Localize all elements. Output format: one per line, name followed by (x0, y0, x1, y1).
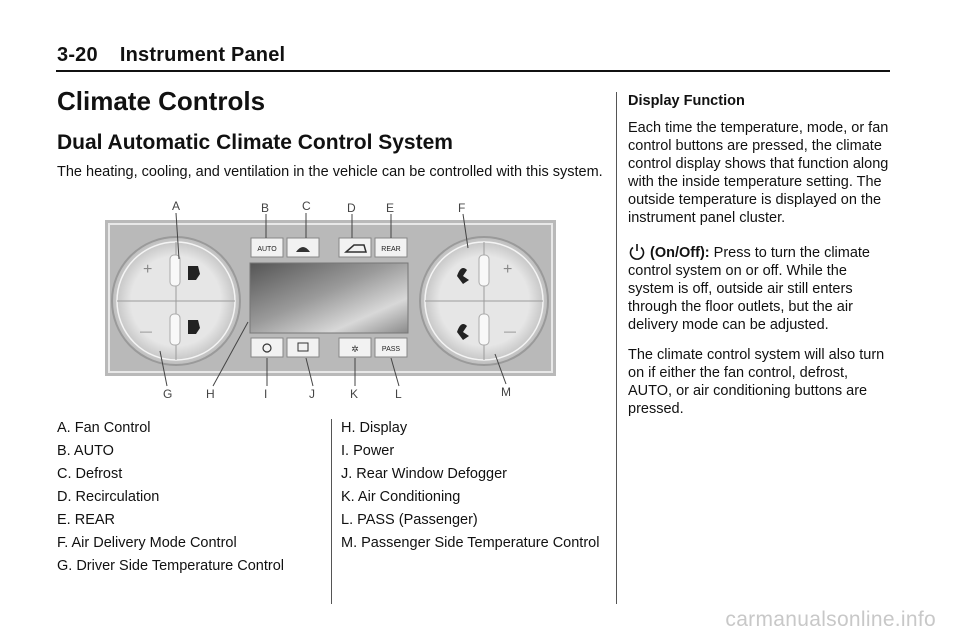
power-icon (628, 243, 646, 261)
driver-knob (112, 237, 240, 365)
header-rule (56, 70, 890, 72)
passenger-minus-mark: — (504, 324, 516, 338)
legend-item-i: I. Power (341, 443, 395, 459)
passenger-plus-mark: + (503, 261, 513, 278)
driver-temp-slot-top (170, 255, 180, 286)
passenger-temp-slot-bottom (479, 314, 489, 345)
power-button (251, 338, 283, 357)
legend-item-d: D. Recirculation (57, 489, 160, 505)
driver-plus-mark: + (143, 261, 153, 278)
page-number: 3-20 (57, 44, 98, 66)
display-screen (250, 263, 408, 333)
driver-minus-mark: — (140, 324, 152, 338)
column-divider-1 (331, 419, 332, 604)
intro-paragraph: The heating, cooling, and ventilation in the vehicle can be controlled with this system. (57, 164, 603, 180)
legend-item-g: G. Driver Side Temperature Control (57, 558, 284, 574)
legend-item-f: F. Air Delivery Mode Control (57, 535, 237, 551)
svg-text:✲: ✲ (351, 344, 359, 354)
climate-control-figure (100, 196, 560, 402)
callout-l: L (395, 387, 402, 401)
callout-f: F (458, 201, 466, 215)
watermark: carmanualsonline.info (725, 608, 936, 631)
callout-e: E (386, 201, 395, 215)
pass-button-label: PASS (381, 346, 401, 353)
driver-temp-slot-bottom (170, 314, 180, 345)
callout-k: K (350, 387, 359, 401)
callout-d: D (347, 201, 356, 215)
callout-a: A (172, 199, 181, 213)
legend-item-c: C. Defrost (57, 466, 123, 482)
auto-button-label: AUTO (257, 246, 277, 253)
callout-c: C (302, 199, 311, 213)
page-title: Climate Controls (57, 86, 266, 116)
power-label: (On/Off): (650, 245, 710, 261)
legend-item-a: A. Fan Control (57, 420, 151, 436)
display-function-heading: Display Function (628, 93, 745, 109)
legend-left-list (57, 419, 327, 580)
legend-item-h: H. Display (341, 420, 408, 436)
callout-m: M (501, 385, 511, 399)
callout-i: I (264, 387, 268, 401)
legend-item-k: K. Air Conditioning (341, 489, 461, 505)
power-text: Press to turn the climate control system on or off. While the system is off, outside air still enters through the floor outlets, but the air delivery mode can be adjusted. (628, 245, 870, 333)
display-function-section (628, 92, 890, 418)
recirculation-button (339, 238, 371, 257)
legend-item-e: E. REAR (57, 512, 116, 528)
passenger-knob (420, 237, 548, 365)
section-title: Instrument Panel (119, 44, 286, 66)
callout-h: H (206, 387, 215, 401)
display-function-text: Each time the temperature, mode, or fan control buttons are pressed, the climate control display shows that function along with the inside temperature setting. The outside temperature is displayed on the instrument panel cluster. (628, 120, 889, 226)
power-description (628, 243, 890, 334)
legend-item-j: J. Rear Window Defogger (341, 466, 508, 482)
callout-j: J (309, 387, 315, 401)
section-subtitle: Dual Automatic Climate Control System (57, 131, 453, 154)
legend-item-m: M. Passenger Side Temperature Control (341, 535, 600, 551)
passenger-temp-slot-top (479, 255, 489, 286)
column-divider-2 (616, 92, 617, 604)
rear-button-label: REAR (381, 246, 401, 253)
callout-b: B (261, 201, 270, 215)
legend-item-b: B. AUTO (57, 443, 114, 459)
page-header (57, 44, 285, 67)
legend-item-l: L. PASS (Passenger) (341, 512, 478, 528)
auto-on-text: The climate control system will also turn on if either the fan control, defrost, AUTO, or air conditioning buttons are pressed. (628, 347, 885, 417)
rear-defog-button (287, 338, 319, 357)
callout-g: G (163, 387, 173, 401)
legend-right-list (341, 419, 601, 552)
